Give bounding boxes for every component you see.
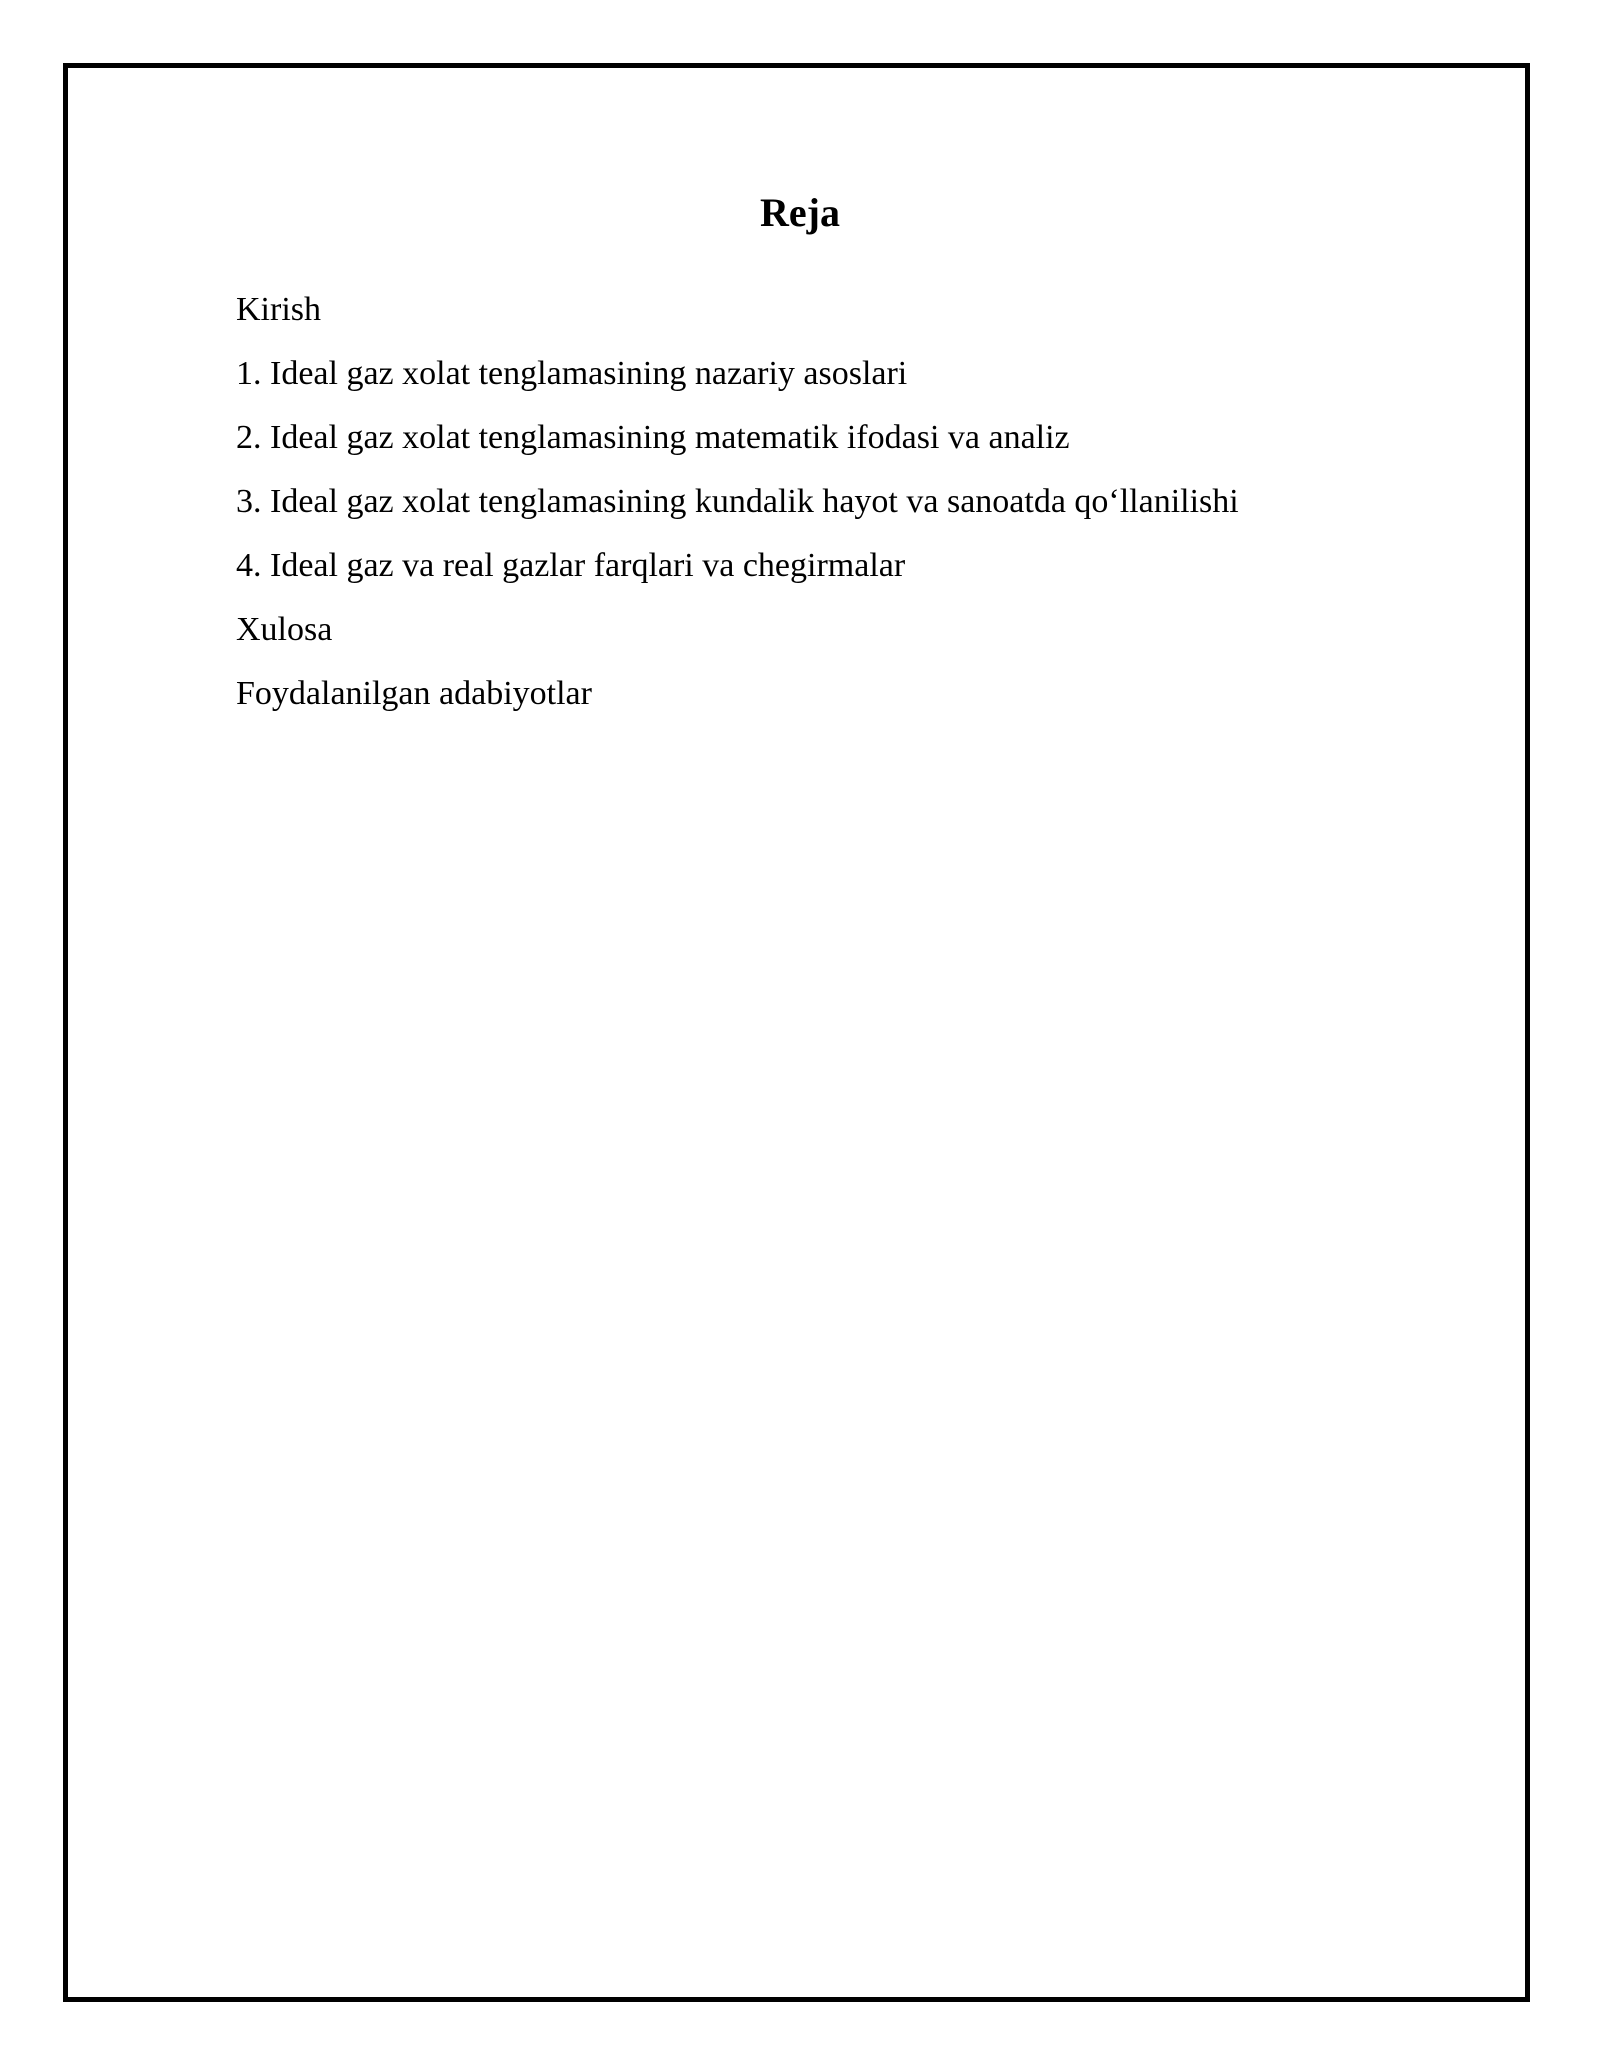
page-title: Reja — [760, 190, 840, 235]
toc-item-references: Foydalanilgan adabiyotlar — [236, 675, 592, 712]
toc-item-chapter-1: 1. Ideal gaz xolat tenglamasining nazariy asoslari — [236, 355, 908, 392]
toc-item-chapter-3: 3. Ideal gaz xolat tenglamasining kundalik hayot va sanoatda qo‘llanilishi — [236, 483, 1239, 520]
table-of-contents — [236, 289, 1239, 737]
toc-item-chapter-4: 4. Ideal gaz va real gazlar farqlari va chegirmalar — [236, 547, 906, 584]
toc-item-introduction: Kirish — [236, 291, 321, 328]
toc-item-conclusion: Xulosa — [236, 611, 333, 648]
toc-item-chapter-2: 2. Ideal gaz xolat tenglamasining matematik ifodasi va analiz — [236, 419, 1070, 456]
